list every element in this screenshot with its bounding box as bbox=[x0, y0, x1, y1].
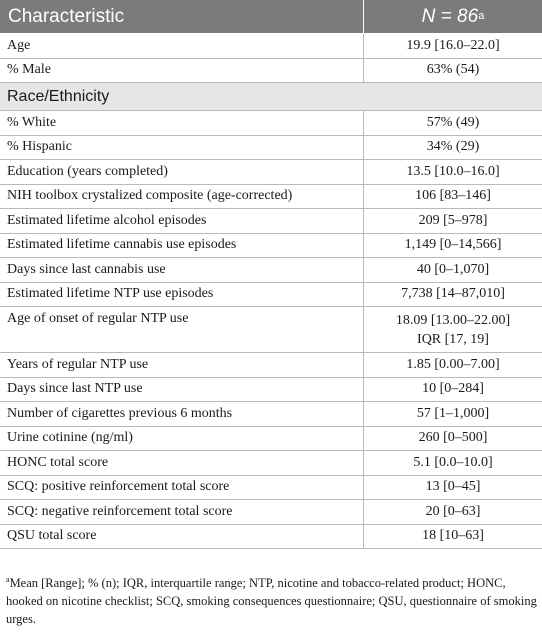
row-label: Education (years completed) bbox=[0, 160, 364, 184]
table-row bbox=[0, 353, 542, 378]
table-row bbox=[0, 378, 542, 403]
table-row bbox=[0, 476, 542, 501]
table-row bbox=[0, 258, 542, 283]
table-row bbox=[0, 185, 542, 210]
row-value: 63% (54) bbox=[426, 62, 480, 78]
row-value: 5.1 [0.0–10.0] bbox=[413, 454, 493, 470]
row-label: Days since last NTP use bbox=[0, 378, 364, 402]
table-row bbox=[0, 427, 542, 452]
row-value: 57% (49) bbox=[426, 114, 480, 130]
table-row bbox=[0, 59, 542, 84]
section-title: Race/Ethnicity bbox=[7, 87, 110, 105]
row-label: Urine cotinine (ng/ml) bbox=[0, 427, 364, 451]
row-value: 260 [0–500] bbox=[418, 430, 488, 446]
row-value: 34% (29) bbox=[426, 139, 480, 155]
row-label: Estimated lifetime cannabis use episodes bbox=[0, 234, 364, 258]
row-value: 19.9 [16.0–22.0] bbox=[406, 37, 500, 53]
row-value: 57 [1–1,000] bbox=[416, 405, 490, 421]
row-label: % Hispanic bbox=[0, 136, 364, 160]
footnote-marker: a bbox=[6, 575, 10, 584]
row-label: % White bbox=[0, 111, 364, 135]
section-empty-cell bbox=[364, 83, 542, 110]
table-row bbox=[0, 525, 542, 550]
table-row bbox=[0, 500, 542, 525]
row-label: Estimated lifetime NTP use episodes bbox=[0, 283, 364, 307]
table-row bbox=[0, 136, 542, 161]
table-row bbox=[0, 451, 542, 476]
header-characteristic: Characteristic bbox=[0, 0, 364, 33]
row-value: 40 [0–1,070] bbox=[416, 261, 490, 277]
header-n bbox=[364, 0, 542, 33]
row-value bbox=[364, 307, 542, 352]
row-value: 13.5 [10.0–16.0] bbox=[406, 163, 500, 179]
table-header-row bbox=[0, 0, 542, 34]
row-value-line: IQR [17, 19] bbox=[417, 331, 489, 347]
row-label: SCQ: positive reinforcement total score bbox=[0, 476, 364, 500]
row-label: QSU total score bbox=[0, 525, 364, 549]
table-row bbox=[0, 283, 542, 308]
row-value-line: 18.09 [13.00–22.00] bbox=[395, 312, 511, 328]
header-n-superscript: a bbox=[478, 9, 485, 22]
row-label: Years of regular NTP use bbox=[0, 353, 364, 377]
row-value: 20 [0–63] bbox=[425, 503, 481, 519]
row-label: Age bbox=[0, 34, 364, 58]
row-value: 1.85 [0.00–7.00] bbox=[406, 356, 500, 372]
row-label: Days since last cannabis use bbox=[0, 258, 364, 282]
row-value: 7,738 [14–87,010] bbox=[401, 286, 505, 302]
header-n-label: N = 86 bbox=[421, 5, 479, 27]
row-label: Age of onset of regular NTP use bbox=[0, 307, 364, 352]
row-value: 10 [0–284] bbox=[422, 381, 484, 397]
table-row bbox=[0, 402, 542, 427]
table-row bbox=[0, 234, 542, 259]
row-value: 18 [10–63] bbox=[422, 528, 484, 544]
row-label: % Male bbox=[0, 59, 364, 83]
row-label: NIH toolbox crystalized composite (age-corrected) bbox=[0, 185, 364, 209]
row-value: 209 [5–978] bbox=[418, 212, 488, 228]
table-row bbox=[0, 160, 542, 185]
footnote-text: Mean [Range]; % (n); IQR, interquartile range; NTP, nicotine and tobacco-related product; HONC, hooked on nicotine checklist; SCQ, smoking consequences questionnaire; QSU, questionnaire of smoking urges. bbox=[6, 576, 537, 627]
row-label: Number of cigarettes previous 6 months bbox=[0, 402, 364, 426]
row-label: SCQ: negative reinforcement total score bbox=[0, 500, 364, 524]
table-row bbox=[0, 307, 542, 353]
table-footnote bbox=[6, 571, 538, 628]
table-row bbox=[0, 209, 542, 234]
section-header-row bbox=[0, 83, 542, 111]
row-value: 106 [83–146] bbox=[415, 188, 491, 204]
table-row bbox=[0, 34, 542, 59]
row-label: Estimated lifetime alcohol episodes bbox=[0, 209, 364, 233]
row-label: HONC total score bbox=[0, 451, 364, 475]
row-value: 13 [0–45] bbox=[425, 479, 481, 495]
table-row bbox=[0, 111, 542, 136]
row-value: 1,149 [0–14,566] bbox=[404, 237, 502, 253]
